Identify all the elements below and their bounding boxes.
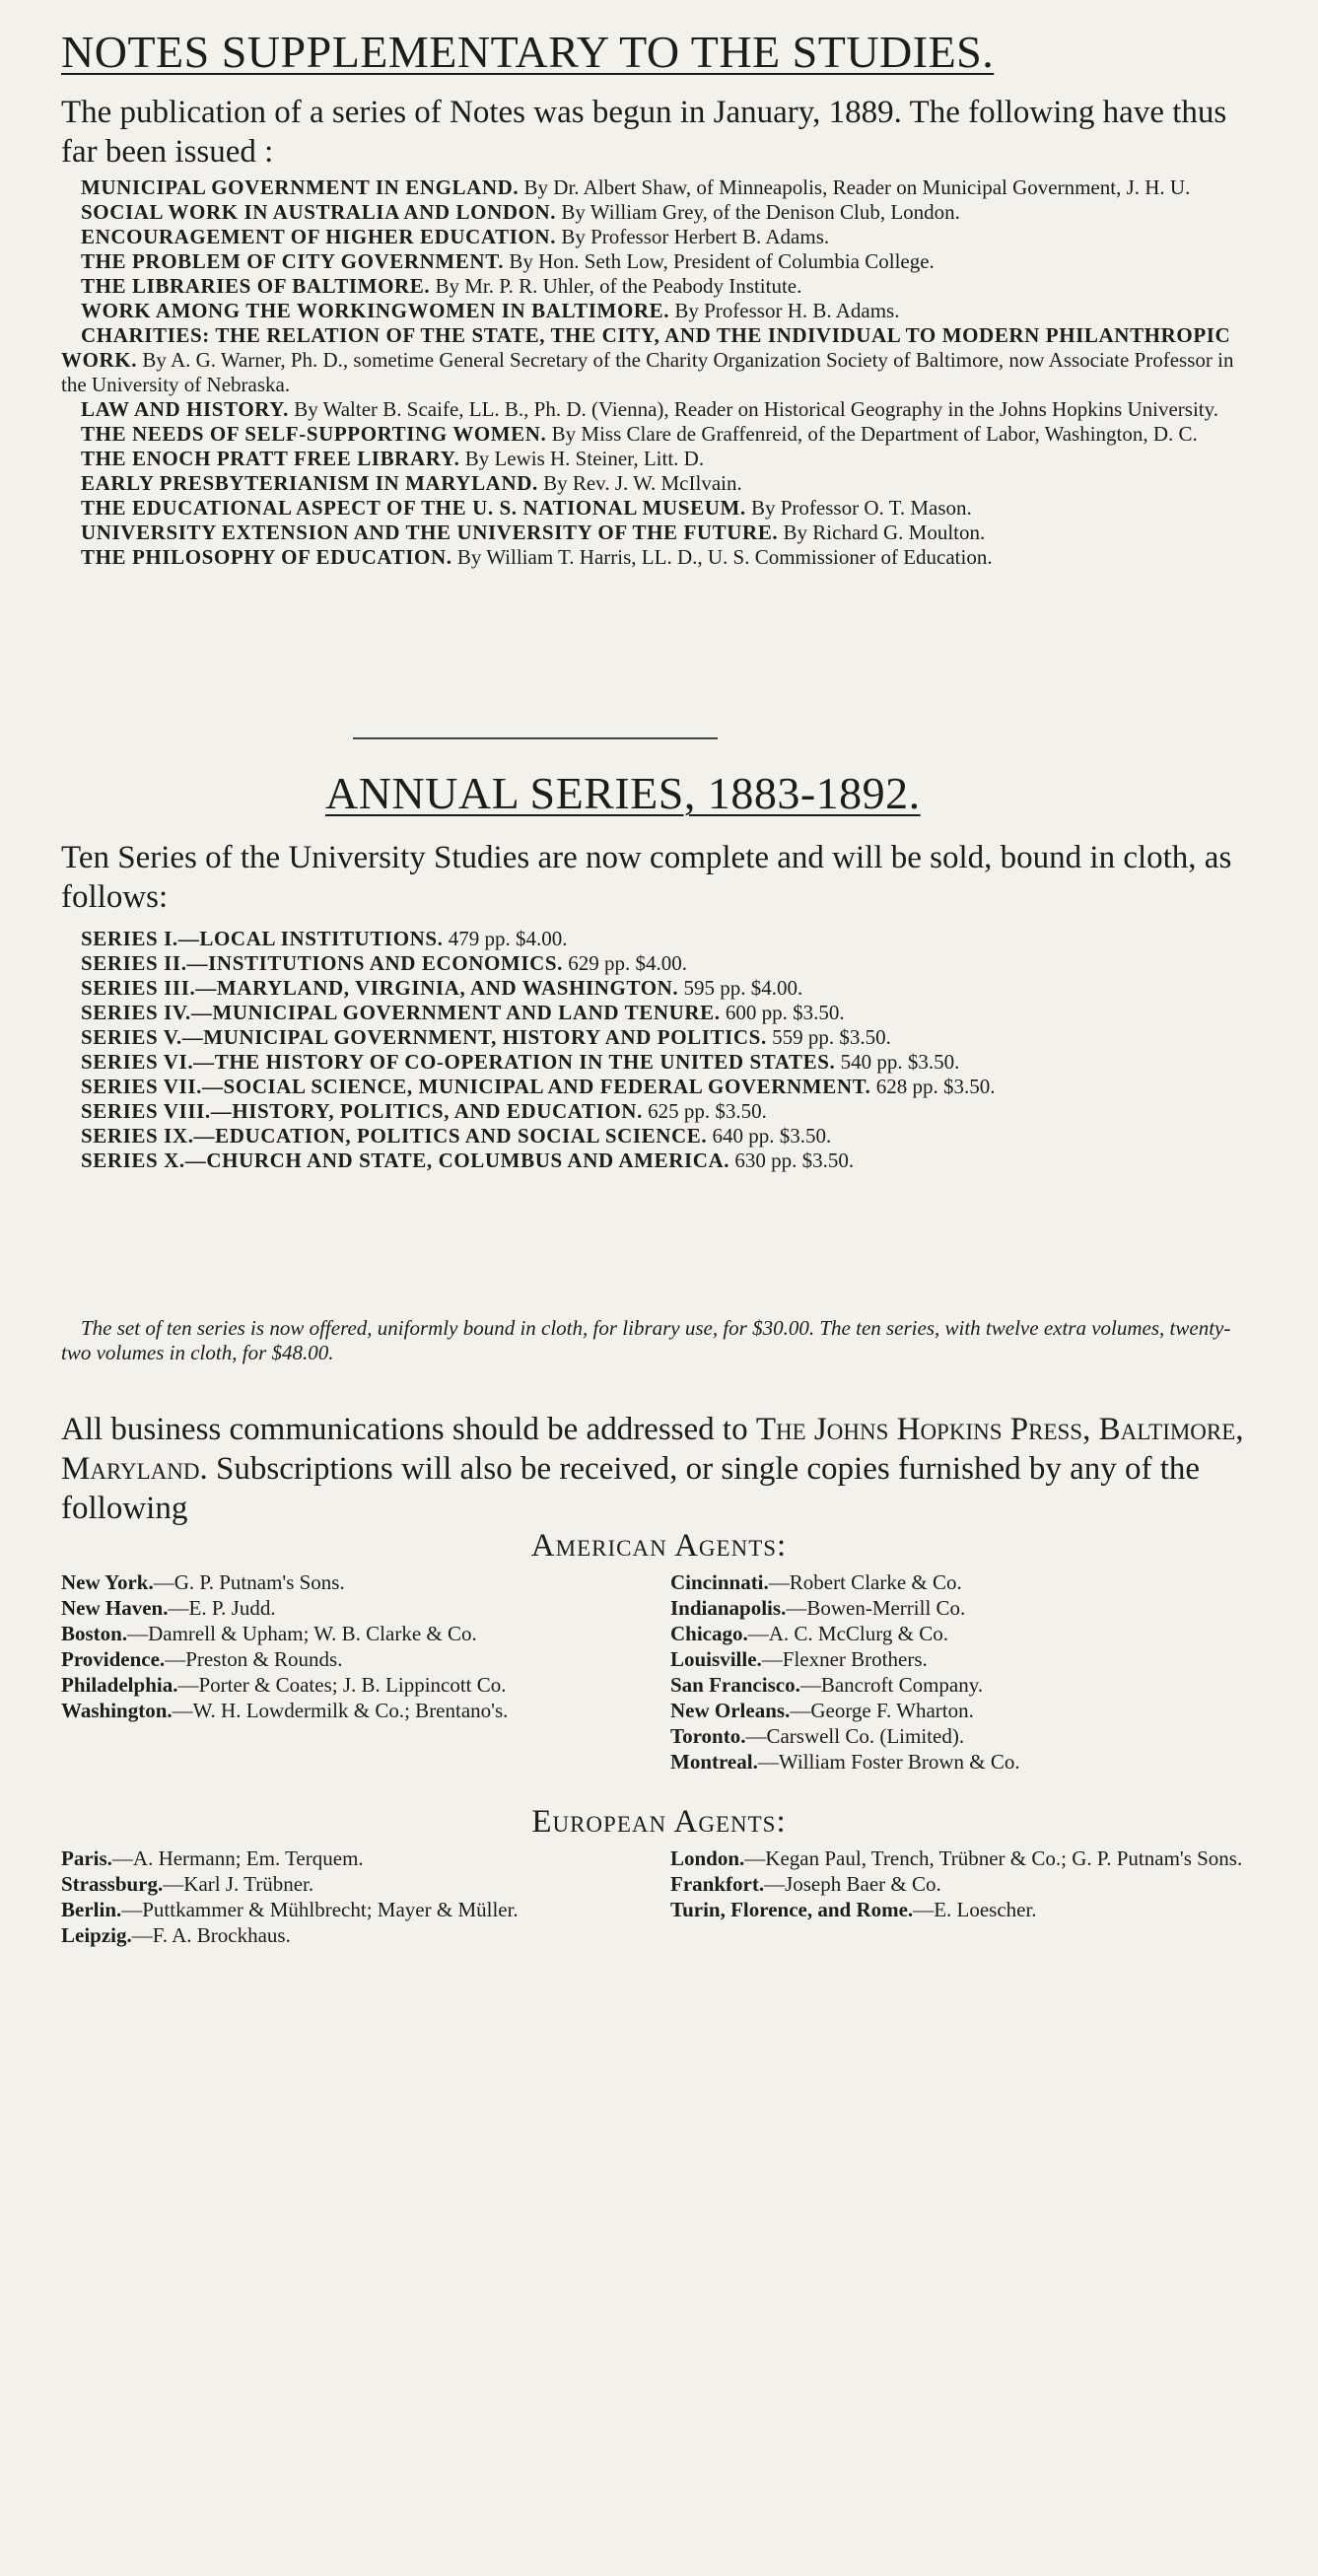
notes-item-author: By Professor H. B. Adams. (669, 299, 900, 322)
agent-name: —William Foster Brown & Co. (757, 1750, 1020, 1774)
agent-entry (61, 1569, 613, 1595)
series-item-details: 600 pp. $3.50. (720, 1001, 845, 1024)
agent-entry (670, 1595, 1262, 1621)
notes-item (61, 471, 1259, 496)
agent-name: —Bancroft Company. (799, 1673, 984, 1697)
notes-item-author: By Miss Clare de Graffenreid, of the Department of Labor, Washington, D. C. (546, 422, 1198, 446)
notes-item-author: By Richard G. Moulton. (778, 521, 986, 544)
series-item-title: SERIES I.—LOCAL INSTITUTIONS. (81, 927, 444, 950)
agent-entry (61, 1646, 613, 1672)
notes-item (61, 175, 1259, 200)
agent-city: Turin, Florence, and Rome. (670, 1898, 914, 1921)
agent-city: New York. (61, 1570, 154, 1594)
series-item-details: 628 pp. $3.50. (870, 1075, 996, 1098)
agent-entry (61, 1922, 613, 1948)
notes-item (61, 397, 1259, 422)
series-item (61, 951, 1259, 976)
notes-item (61, 225, 1259, 249)
notes-item-title: THE EDUCATIONAL ASPECT OF THE U. S. NATIONAL MUSEUM. (81, 496, 746, 520)
notes-item (61, 323, 1259, 397)
notes-item (61, 521, 1259, 545)
series-item (61, 1075, 1259, 1099)
notes-item-author: By Hon. Seth Low, President of Columbia College. (504, 249, 935, 273)
agent-name: —Preston & Rounds. (165, 1647, 343, 1671)
agent-name: —George F. Wharton. (790, 1699, 974, 1722)
series-item-title: SERIES VIII.—HISTORY, POLITICS, AND EDUCATION. (81, 1099, 643, 1123)
series-item-details: 629 pp. $4.00. (563, 951, 688, 975)
annual-heading: ANNUAL SERIES, 1883-1892. (325, 768, 921, 818)
agent-entry (61, 1621, 613, 1646)
notes-intro: The publication of a series of Notes was begun in January, 1889. The following have thus far been issued : (61, 95, 1227, 170)
notes-item (61, 447, 1259, 471)
series-list (61, 927, 1259, 1173)
notes-item-title: THE ENOCH PRATT FREE LIBRARY. (81, 447, 460, 470)
agent-name: —Porter & Coates; J. B. Lippincott Co. (177, 1673, 507, 1697)
european-agents-left (61, 1845, 613, 1948)
agent-name: —A. Hermann; Em. Terquem. (111, 1846, 364, 1870)
series-item-title: SERIES VII.—SOCIAL SCIENCE, MUNICIPAL AND FEDERAL GOVERNMENT. (81, 1075, 871, 1098)
series-item-details: 625 pp. $3.50. (642, 1099, 767, 1123)
notes-list (61, 175, 1259, 570)
agent-entry (61, 1897, 613, 1922)
notes-item-author: By Rev. J. W. McIlvain. (537, 471, 742, 495)
section-divider (353, 737, 718, 739)
notes-item (61, 249, 1259, 274)
agent-entry (61, 1871, 613, 1897)
agent-entry (61, 1845, 613, 1871)
agent-city: New Orleans. (670, 1699, 791, 1722)
business-notice (61, 1410, 1259, 1528)
agent-entry (670, 1871, 1262, 1897)
notes-heading: NOTES SUPPLEMENTARY TO THE STUDIES. (61, 27, 995, 77)
agent-city: Frankfort. (670, 1872, 765, 1896)
series-item-details: 559 pp. $3.50. (766, 1025, 891, 1049)
agent-city: Indianapolis. (670, 1596, 787, 1620)
agent-name: —Robert Clarke & Co. (768, 1570, 962, 1594)
agent-city: San Francisco. (670, 1673, 800, 1697)
series-item (61, 1001, 1259, 1025)
notes-item-author: By Mr. P. R. Uhler, of the Peabody Institute. (430, 274, 802, 298)
series-item-title: SERIES IX.—EDUCATION, POLITICS AND SOCIAL SCIENCE. (81, 1124, 708, 1148)
notes-item (61, 299, 1259, 323)
agent-city: Louisville. (670, 1647, 762, 1671)
notes-item (61, 274, 1259, 299)
agent-city: Strassburg. (61, 1872, 164, 1896)
agent-city: Toronto. (670, 1724, 746, 1748)
agent-name: —G. P. Putnam's Sons. (153, 1570, 345, 1594)
series-item-details: 540 pp. $3.50. (835, 1050, 960, 1074)
notes-item-title: WORK AMONG THE WORKINGWOMEN IN BALTIMORE. (81, 299, 670, 322)
agent-entry (670, 1897, 1262, 1922)
notes-item-title: THE NEEDS OF SELF-SUPPORTING WOMEN. (81, 422, 547, 446)
notes-item (61, 545, 1259, 570)
notes-item-author: By Professor Herbert B. Adams. (556, 225, 830, 248)
series-item-details: 630 pp. $3.50. (729, 1149, 855, 1172)
notes-item-author: By Dr. Albert Shaw, of Minneapolis, Reader on Municipal Government, J. H. U. (519, 175, 1191, 199)
set-offer-note: The set of ten series is now offered, uniformly bound in cloth, for library use, for $30.00. The ten series, with twelve extra volumes, twenty-two volumes in cloth, for $48.00. (61, 1316, 1231, 1364)
agent-entry (61, 1698, 613, 1723)
agent-city: Montreal. (670, 1750, 758, 1774)
agent-name: —Joseph Baer & Co. (764, 1872, 941, 1896)
notes-item (61, 496, 1259, 521)
european-agents-right (670, 1845, 1262, 1922)
agent-name: —Kegan Paul, Trench, Trübner & Co.; G. P. Putnam's Sons. (744, 1846, 1243, 1870)
notes-item-title: UNIVERSITY EXTENSION AND THE UNIVERSITY OF THE FUTURE. (81, 521, 779, 544)
annual-intro: Ten Series of the University Studies are now complete and will be sold, bound in cloth, as follows: (61, 840, 1232, 915)
notes-item-title: EARLY PRESBYTERIANISM IN MARYLAND. (81, 471, 538, 495)
notice-text: All business communications should be addressed to (61, 1412, 756, 1447)
american-agents-left (61, 1569, 613, 1723)
notes-item-author: By Lewis H. Steiner, Litt. D. (459, 447, 705, 470)
agent-city: Boston. (61, 1622, 128, 1645)
notes-item (61, 422, 1259, 447)
series-item-details: 640 pp. $3.50. (707, 1124, 832, 1148)
notice-text-end: Subscriptions will also be received, or single copies furnished by any of the following (61, 1451, 1201, 1526)
agent-name: —Karl J. Trübner. (163, 1872, 314, 1896)
series-item-details: 595 pp. $4.00. (678, 976, 803, 1000)
series-item (61, 1149, 1259, 1173)
agent-entry (61, 1595, 613, 1621)
series-item-title: SERIES VI.—THE HISTORY OF CO-OPERATION IN THE UNITED STATES. (81, 1050, 836, 1074)
series-item (61, 927, 1259, 951)
notes-item-author: By William T. Harris, LL. D., U. S. Commissioner of Education. (451, 545, 993, 569)
notes-item-title: ENCOURAGEMENT OF HIGHER EDUCATION. (81, 225, 557, 248)
agent-name: —Damrell & Upham; W. B. Clarke & Co. (127, 1622, 477, 1645)
series-item (61, 1124, 1259, 1149)
notes-item-author: By William Grey, of the Denison Club, London. (556, 200, 960, 224)
notes-item-title: THE PROBLEM OF CITY GOVERNMENT. (81, 249, 505, 273)
notes-item-title: THE PHILOSOPHY OF EDUCATION. (81, 545, 452, 569)
series-item-title: SERIES V.—MUNICIPAL GOVERNMENT, HISTORY AND POLITICS. (81, 1025, 767, 1049)
agent-name: —Bowen-Merrill Co. (786, 1596, 966, 1620)
agent-name: —Carswell Co. (Limited). (745, 1724, 965, 1748)
agent-name: —W. H. Lowdermilk & Co.; Brentano's. (172, 1699, 509, 1722)
agent-city: Paris. (61, 1846, 112, 1870)
agent-name: —E. Loescher. (913, 1898, 1037, 1921)
notes-item-title: CHARITIES: THE RELATION OF THE STATE, THE CITY, AND THE INDIVIDUAL TO MODERN PHILANTHROPIC WORK. (61, 323, 1231, 372)
series-item (61, 1099, 1259, 1124)
agent-name: —Flexner Brothers. (761, 1647, 928, 1671)
series-item-title: SERIES II.—INSTITUTIONS AND ECONOMICS. (81, 951, 564, 975)
series-item (61, 1050, 1259, 1075)
notes-item-title: MUNICIPAL GOVERNMENT IN ENGLAND. (81, 175, 520, 199)
notes-item-title: THE LIBRARIES OF BALTIMORE. (81, 274, 431, 298)
agent-entry (670, 1749, 1262, 1775)
agent-city: Washington. (61, 1699, 173, 1722)
notes-item-title: LAW AND HISTORY. (81, 397, 289, 421)
notes-item-author: By Walter B. Scaife, LL. B., Ph. D. (Vienna), Reader on Historical Geography in the Johns Hopkins University. (288, 397, 1219, 421)
agent-entry (670, 1672, 1262, 1698)
series-item (61, 1025, 1259, 1050)
agent-city: Chicago. (670, 1622, 748, 1645)
agent-city: Providence. (61, 1647, 166, 1671)
agent-entry (670, 1698, 1262, 1723)
publisher-name: The Johns Hopkins Press, Baltimore, Maryland. (61, 1412, 1244, 1487)
european-agents-heading: European Agents: (531, 1804, 787, 1840)
agent-city: New Haven. (61, 1596, 169, 1620)
series-item-details: 479 pp. $4.00. (443, 927, 568, 950)
agent-name: —Puttkammer & Mühlbrecht; Mayer & Müller. (121, 1898, 519, 1921)
agent-entry (670, 1723, 1262, 1749)
notes-item (61, 200, 1259, 225)
agent-city: Cincinnati. (670, 1570, 769, 1594)
american-agents-right (670, 1569, 1262, 1775)
series-item-title: SERIES IV.—MUNICIPAL GOVERNMENT AND LAND TENURE. (81, 1001, 721, 1024)
agent-entry (61, 1672, 613, 1698)
notes-item-title: SOCIAL WORK IN AUSTRALIA AND LONDON. (81, 200, 557, 224)
notes-item-author: By Professor O. T. Mason. (745, 496, 972, 520)
notes-item-author: By A. G. Warner, Ph. D., sometime General Secretary of the Charity Organization Society of Baltimore, now Associate Professor in the University of Nebraska. (61, 348, 1234, 396)
agent-city: Berlin. (61, 1898, 122, 1921)
agent-entry (670, 1845, 1262, 1871)
american-agents-heading: American Agents: (530, 1528, 788, 1564)
agent-entry (670, 1569, 1262, 1595)
agent-entry (670, 1646, 1262, 1672)
agent-city: Philadelphia. (61, 1673, 178, 1697)
series-item-title: SERIES X.—CHURCH AND STATE, COLUMBUS AND AMERICA. (81, 1149, 730, 1172)
series-item-title: SERIES III.—MARYLAND, VIRGINIA, AND WASHINGTON. (81, 976, 679, 1000)
series-item (61, 976, 1259, 1001)
agent-city: London. (670, 1846, 745, 1870)
agent-name: —F. A. Brockhaus. (131, 1923, 291, 1947)
agent-entry (670, 1621, 1262, 1646)
agent-name: —E. P. Judd. (168, 1596, 276, 1620)
agent-name: —A. C. McClurg & Co. (747, 1622, 948, 1645)
agent-city: Leipzig. (61, 1923, 132, 1947)
